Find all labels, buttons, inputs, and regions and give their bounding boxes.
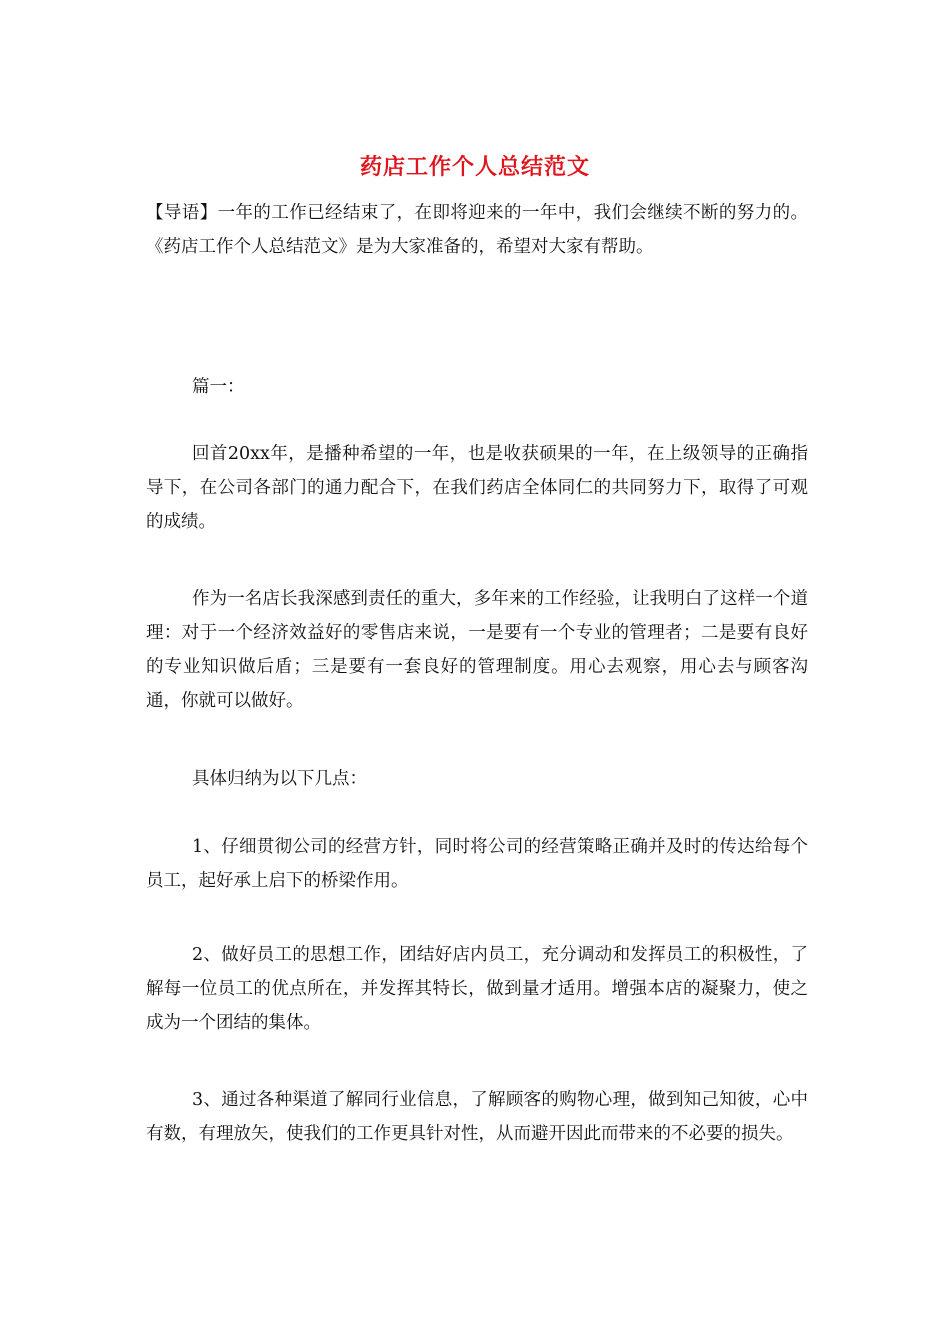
body-paragraph: 回首20xx年，是播种希望的一年，也是收获硕果的一年，在上级领导的正确指导下，在公司各部门的通力配合下，在我们药店全体同仁的共同努力下，取得了可观的成绩。 [146, 444, 808, 532]
document-title: 药店工作个人总结范文 [359, 154, 590, 180]
body-paragraph: 作为一名店长我深感到责任的重大，多年来的工作经验，让我明白了这样一个道理：对于一个经济效益好的零售店来说，一是要有一个专业的管理者；二是要有良好的专业知识做后盾；三是要有一套良好的管理制度。用心去观察，用心去与顾客沟通，你就可以做好。 [146, 589, 808, 711]
list-item: 2、做好员工的思想工作，团结好店内员工，充分调动和发挥员工的积极性，了解每一位员工的优点所在，并发挥其特长，做到量才适用。增强本店的凝聚力，使之成为一个团结的集体。 [146, 945, 808, 1033]
intro-paragraph: 【导语】一年的工作已经结束了，在即将迎来的一年中，我们会继续不断的努力的。《药店工作个人总结范文》是为大家准备的，希望对大家有帮助。 [146, 203, 808, 257]
list-item: 3、通过各种渠道了解同行业信息，了解顾客的购物心理，做到知己知彼，心中有数，有理放矢，使我们的工作更具针对性，从而避开因此而带来的不必要的损失。 [146, 1090, 808, 1144]
body-paragraph: 具体归纳为以下几点： [192, 769, 367, 789]
section-heading: 篇一： [192, 377, 245, 397]
list-item: 1、仔细贯彻公司的经营方针，同时将公司的经营策略正确并及时的传达给每个员工，起好承上启下的桥梁作用。 [146, 837, 808, 891]
